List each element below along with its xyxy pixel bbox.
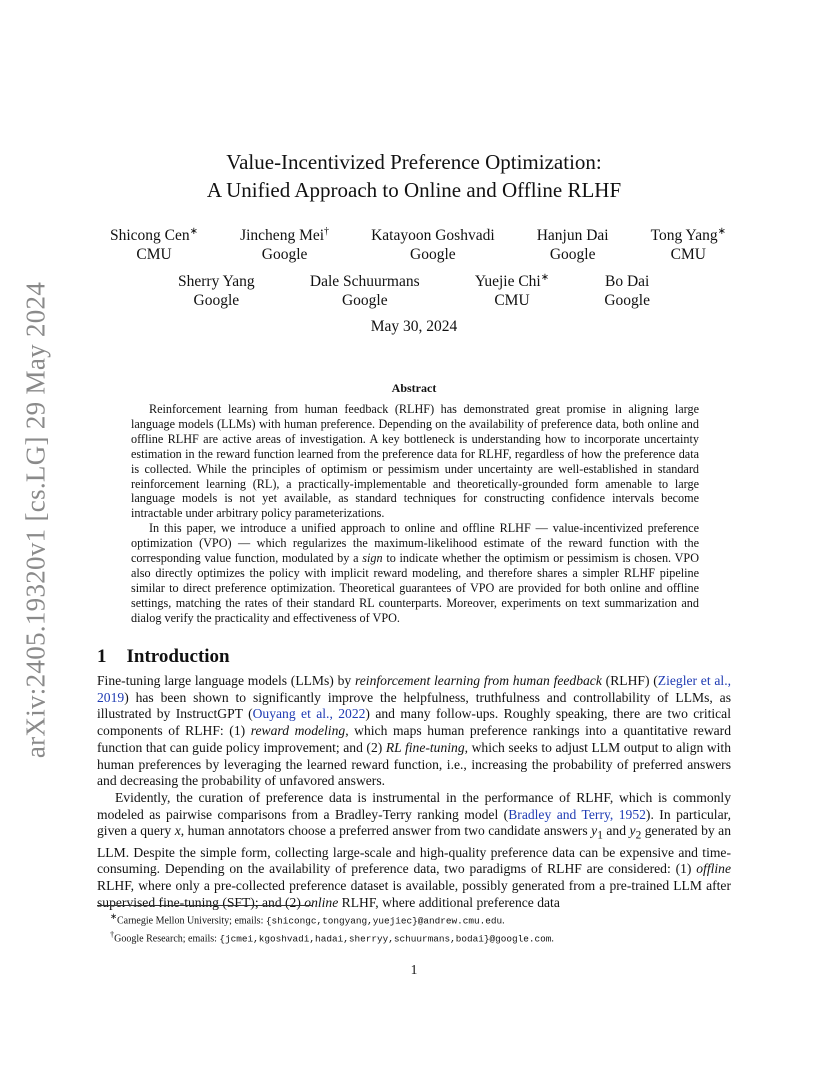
author xyxy=(110,222,198,264)
abstract-emphasis: sign xyxy=(362,551,383,566)
body-text: ) and many follow-ups. Roughly speaking, there are two critical components of RLHF: (1) xyxy=(97,706,731,739)
abstract-text: In this paper, we introduce a unified approach to online and offline RLHF — value-incentivized preference optimization (VPO) — which regularizes the maximum-likelihood estimate of the reward function with the corresponding value function, modulated by a xyxy=(131,521,699,566)
citation-link[interactable]: Ouyang et al., 2022 xyxy=(252,706,366,722)
paper-title-line-2: A Unified Approach to Online and Offline RLHF xyxy=(206,178,622,202)
body-text: , human annotators choose a preferred answer from two candidate answers xyxy=(180,823,592,839)
footnote-divider xyxy=(97,905,313,906)
body-text: ) has been shown to significantly improve the helpfulness, truthfulness and controllability of LLMs, as illustrated by InstructGPT ( xyxy=(97,689,731,722)
author-name: Tong Yang xyxy=(650,227,718,245)
citation-link[interactable]: Ziegler et al., 2019 xyxy=(97,673,731,705)
footnote-google xyxy=(110,928,730,946)
author-affiliation: Google xyxy=(341,292,388,310)
author-footnote-mark: ∗ xyxy=(717,226,726,237)
body-emphasis: online xyxy=(304,894,339,910)
body-emphasis: RL fine-tuning xyxy=(385,739,465,755)
author-name: Jincheng Mei xyxy=(240,227,325,245)
author xyxy=(310,268,420,310)
math-subscript: 2 xyxy=(635,830,642,843)
body-text: and xyxy=(602,823,630,839)
body-text: RLHF, where only a pre-collected preference dataset is available, possibly generated from a pre-trained LLM after supervised fine-tuning (SFT); and (2) xyxy=(97,878,731,910)
body-emphasis: offline xyxy=(696,861,731,877)
author-name: Sherry Yang xyxy=(178,273,255,291)
authors-row-1 xyxy=(110,222,726,264)
body-text: Fine-tuning large language models (LLMs) by xyxy=(97,673,355,688)
arxiv-identifier: arXiv:2405.19320v1 [cs.LG] 29 May 2024 xyxy=(20,281,51,759)
footnote-text: . xyxy=(551,933,554,945)
author-affiliation: Google xyxy=(549,246,596,264)
abstract-text: to indicate whether the optimism or pessimism is chosen. VPO also directly optimizes the policy with implicit reward modeling, and therefore shares a simpler RLHF pipeline similar to direct preference optimization. Theoretical guarantees of VPO are provided for both online and offline settings, matching the rates of their standard RL counterparts. Moreover, experiments on text summarization and dialog verify the practicality and effectiveness of VPO. xyxy=(131,551,699,625)
intro-paragraph-2 xyxy=(97,790,731,912)
abstract-paragraph-2 xyxy=(131,521,699,625)
author-affiliation: CMU xyxy=(670,246,706,264)
abstract-paragraph-1: Reinforcement learning from human feedback (RLHF) has demonstrated great promise in aligning large language models (LLMs) with human preference. Depending on the availability of preference data, both online and offline RLHF are active areas of investigation. A key bottleneck is understanding how to incorporate uncertainty estimation in the reward function learned from the preference data for RLHF, regardless of how the preference data is collected. While the principles of optimism or pessimism under uncertainty are well-established in standard reinforcement learning (RL), a practically-implementable and theoretically-grounded form amenable to large language models is not yet available, as standard techniques for constructing confidence intervals become intractable under arbitrary policy parameterizations. xyxy=(131,402,699,521)
author-name: Yuejie Chi xyxy=(474,273,541,291)
author-name: Shicong Cen xyxy=(110,227,190,245)
author xyxy=(651,222,726,264)
section-heading-introduction xyxy=(97,646,230,668)
footnote-mark: ∗ xyxy=(110,912,117,921)
authors-row-2 xyxy=(178,268,650,310)
introduction-body xyxy=(97,673,731,912)
paper-title xyxy=(0,148,828,204)
body-text: RLHF, where additional preference data xyxy=(338,894,560,910)
author-footnote-mark: ∗ xyxy=(189,226,199,237)
author xyxy=(178,268,255,310)
math-subscript: 1 xyxy=(597,830,603,843)
section-title: Introduction xyxy=(126,646,230,667)
author xyxy=(475,268,549,310)
publication-date: May 30, 2024 xyxy=(370,318,458,335)
abstract-heading: Abstract xyxy=(391,381,437,395)
author-affiliation: Google xyxy=(410,246,456,264)
body-text: ). In particular, given a query xyxy=(97,806,731,839)
body-text: (RLHF) ( xyxy=(601,673,658,688)
author-name: Katayoon Goshvadi xyxy=(371,227,495,245)
author xyxy=(371,222,495,264)
author-affiliation: CMU xyxy=(136,246,172,264)
math-variable: x xyxy=(174,823,181,839)
author-footnote-mark: ∗ xyxy=(540,272,550,283)
body-text: Evidently, the curation of preference data is instrumental in the performance of RLHF, which is commonly modeled as pairwise comparisons from a Bradley-Terry ranking model ( xyxy=(97,789,731,822)
footnotes xyxy=(110,910,730,946)
author xyxy=(537,222,609,264)
footnote-text: . xyxy=(502,915,505,927)
author xyxy=(604,268,650,310)
math-variable: y xyxy=(591,823,598,839)
author-affiliation: Google xyxy=(604,292,650,310)
page-number: 1 xyxy=(410,962,418,977)
body-text: generated by an LLM. Despite the simple form, collecting large-scale and high-quality preference data can be expensive and time-consuming. Depending on the availability of preference data, two paradigms of RLHF are considered: (1) xyxy=(97,823,732,877)
body-text: , which maps human preference rankings into a quantitative reward function that can guide policy improvement; and (2) xyxy=(97,723,731,755)
footnote-mark: † xyxy=(110,929,115,939)
author-name: Bo Dai xyxy=(604,273,650,291)
author-name: Hanjun Dai xyxy=(536,227,609,245)
footnote-text: Carnegie Mellon University; emails: xyxy=(116,915,266,927)
body-emphasis: reward modeling xyxy=(250,723,346,739)
author-affiliation: Google xyxy=(193,292,240,310)
footnote-text: Google Research; emails: xyxy=(114,933,220,945)
citation-link[interactable]: Bradley and Terry, 1952 xyxy=(508,806,646,822)
author-footnote-mark: † xyxy=(324,226,330,237)
footnote-cmu xyxy=(110,910,730,928)
footnote-emails: {jcmei,kgoshvadi,hadai,sherryy,schuurmans,bodai}@google.com xyxy=(219,933,552,945)
abstract-body xyxy=(131,402,699,626)
paper-title-line-1: Value-Incentivized Preference Optimization: xyxy=(226,150,602,174)
author xyxy=(240,222,329,264)
author-name: Dale Schuurmans xyxy=(309,273,420,291)
section-number: 1 xyxy=(97,646,107,667)
body-text: , which seeks to adjust LLM output to align with human preferences by leveraging the learned reward function, i.e., increasing the probability of preferred answers and decreasing the probability of unfavored answers. xyxy=(97,739,731,789)
body-emphasis: reinforcement learning from human feedback xyxy=(354,673,602,688)
author-affiliation: CMU xyxy=(494,292,530,310)
author-affiliation: Google xyxy=(261,246,308,264)
arxiv-sidebar-stamp xyxy=(14,280,58,760)
math-variable: y xyxy=(629,823,636,839)
footnote-emails: {shicongc,tongyang,yuejiec}@andrew.cmu.edu xyxy=(265,915,503,927)
intro-paragraph-1 xyxy=(97,673,731,790)
